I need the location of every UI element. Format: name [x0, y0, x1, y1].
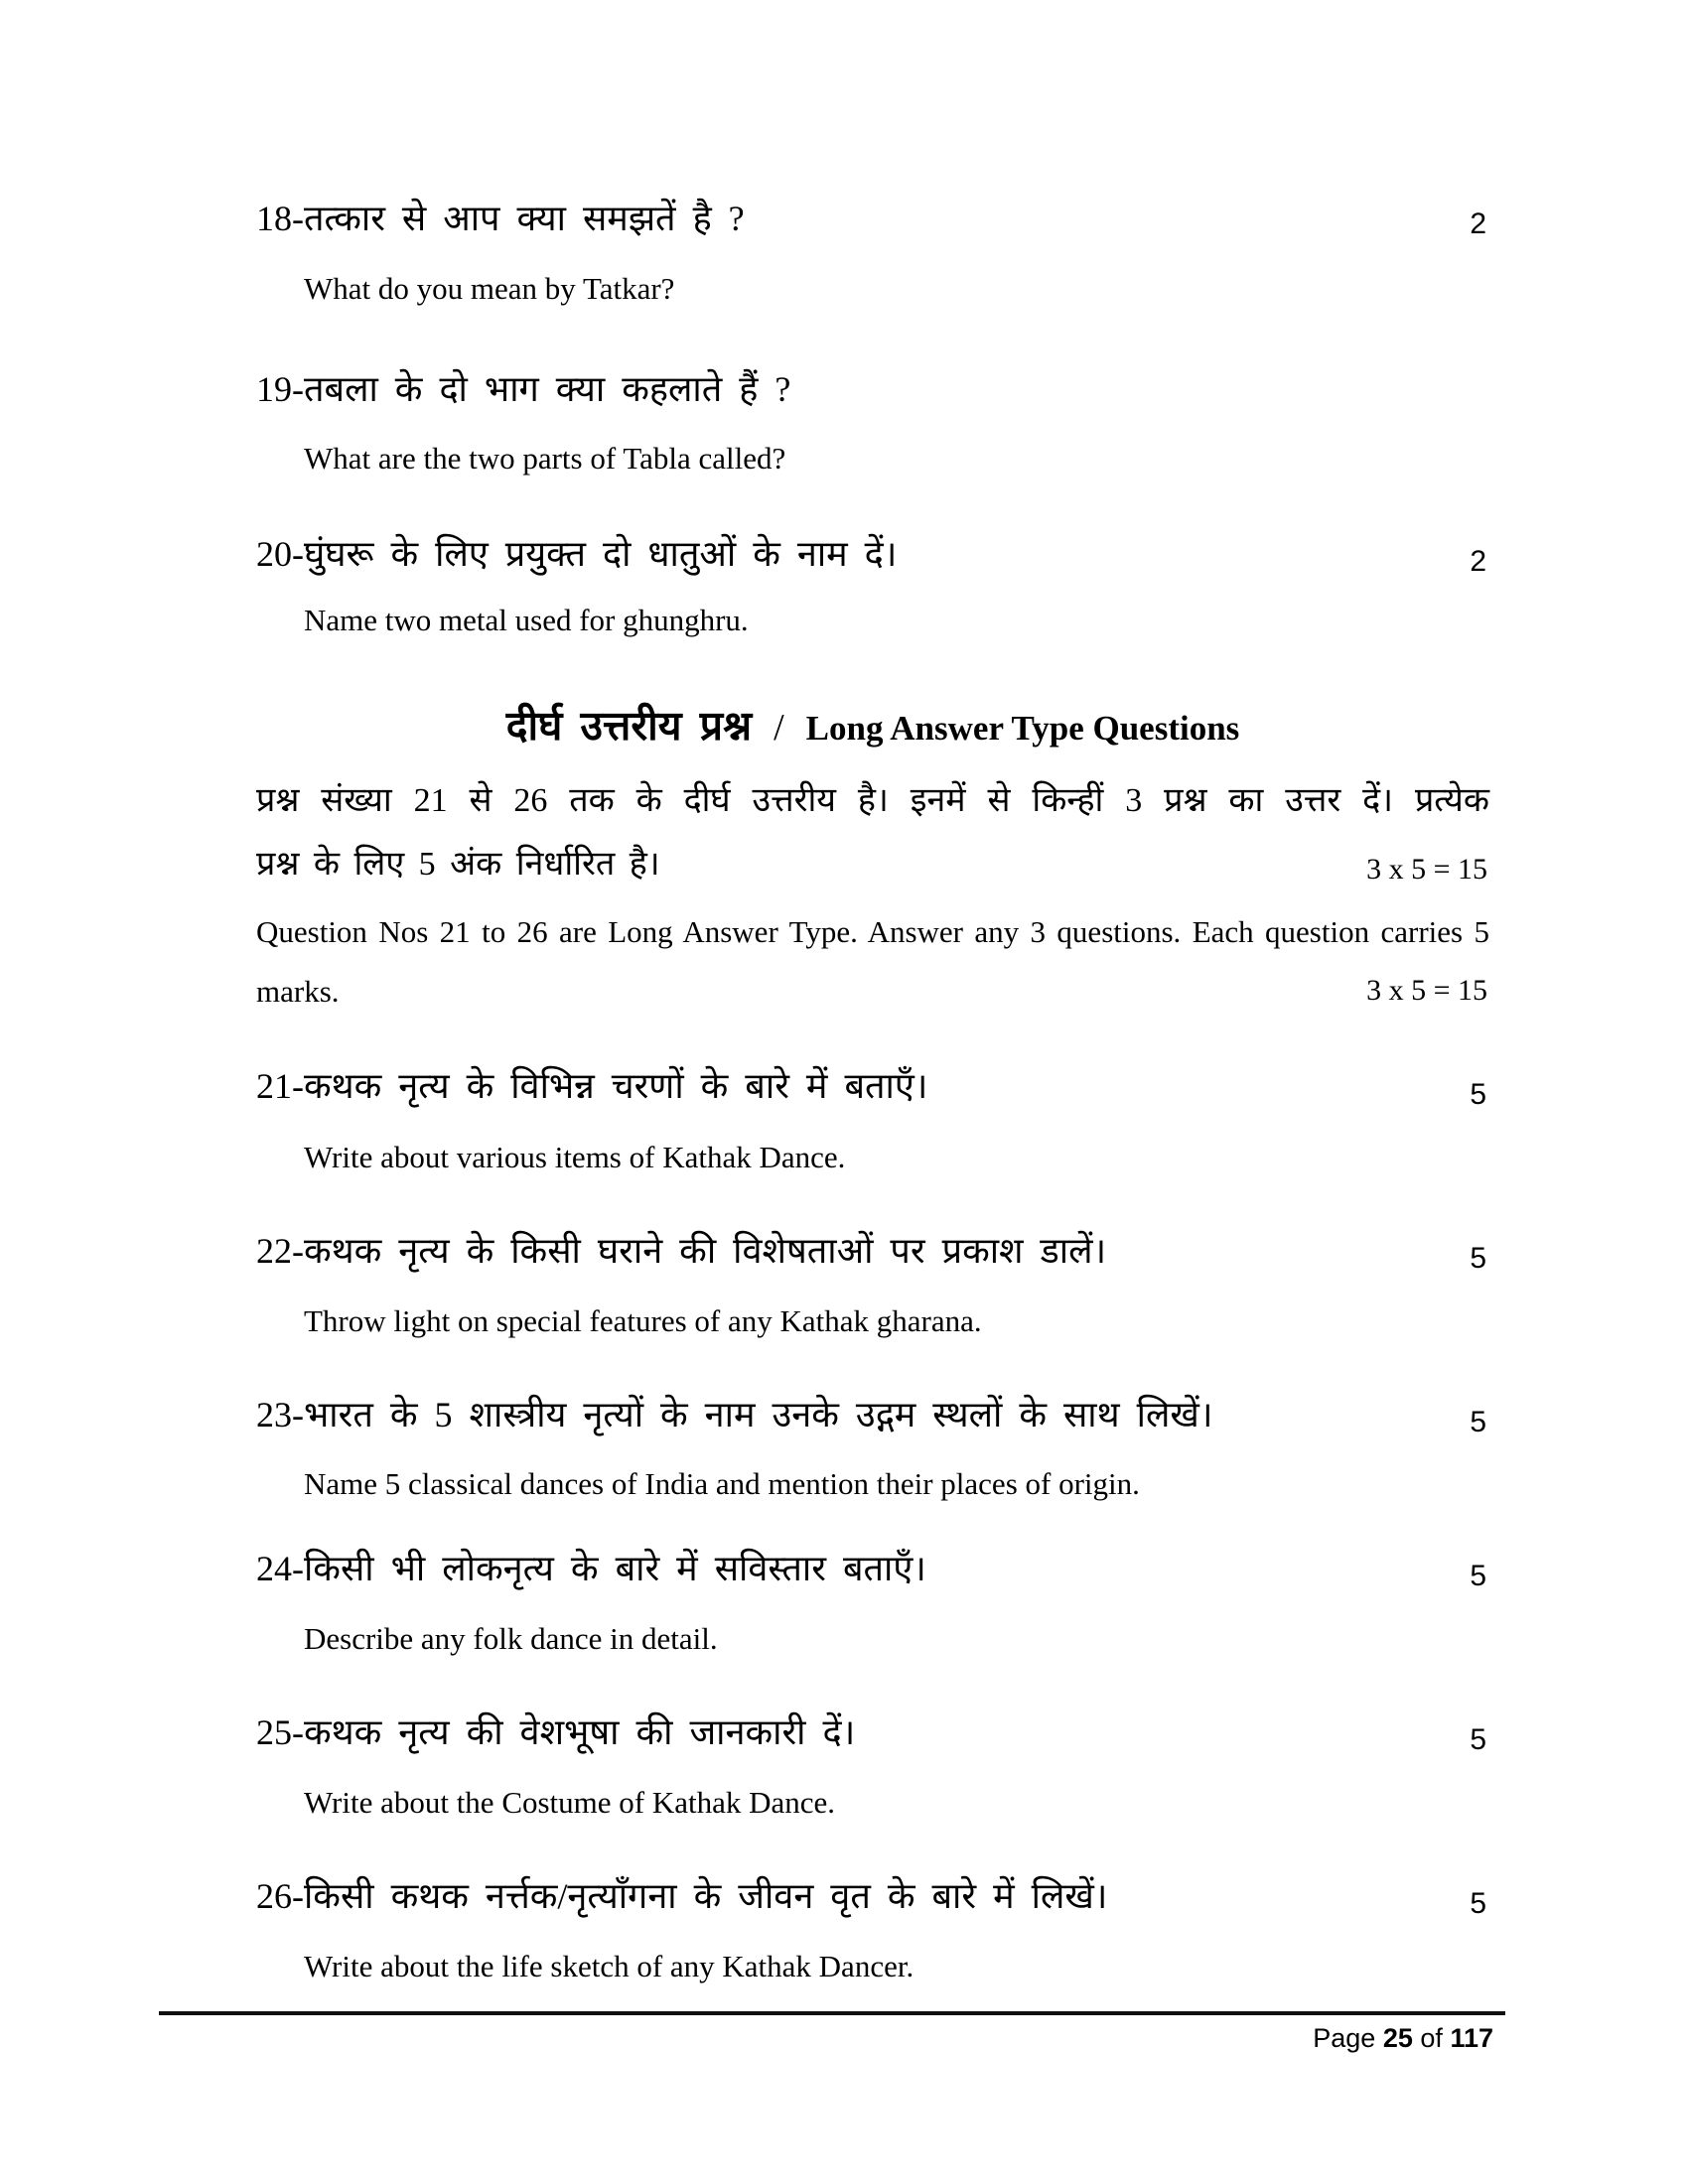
footer-total-pages: 117 [1450, 2023, 1493, 2053]
question-18-marks: 2 [1470, 207, 1486, 240]
question-24-english: Describe any folk dance in detail. [304, 1621, 718, 1656]
marks-scheme-english: 3 x 5 = 15 [1366, 974, 1487, 1007]
question-22-english: Throw light on special features of any Kathak gharana. [304, 1303, 982, 1338]
section-heading-separator: / [774, 707, 784, 749]
question-18-hindi: 18-तत्कार से आप क्या समझतें है ? [256, 199, 745, 238]
question-22-hindi: 22-कथक नृत्य के किसी घराने की विशेषताओं पर प्रकाश डालें। [256, 1231, 1107, 1271]
footer-page-label: Page [1313, 2023, 1376, 2053]
page-number-indicator [1313, 2023, 1493, 2054]
question-26-hindi: 26-किसी कथक नर्त्तक/नृत्याँगना के जीवन वृत के बारे में लिखें। [256, 1876, 1108, 1916]
question-20-hindi: 20-घुंघरू के लिए प्रयुक्त दो धातुओं के नाम दें। [256, 534, 898, 574]
section-heading-english: Long Answer Type Questions [805, 709, 1240, 748]
instructions-english-line1: Question Nos 21 to 26 are Long Answer Type. Answer any 3 questions. Each question carries 5 [256, 914, 1489, 949]
question-21-english: Write about various items of Kathak Dance. [304, 1140, 846, 1174]
instructions-hindi-line2: प्रश्न के लिए 5 अंक निर्धारित है। [256, 846, 660, 883]
footer-divider [159, 2011, 1505, 2015]
question-23-hindi: 23-भारत के 5 शास्त्रीय नृत्यों के नाम उनके उद्गम स्थलों के साथ लिखें। [256, 1395, 1213, 1434]
question-24-hindi: 24-किसी भी लोकनृत्य के बारे में सविस्तार बताएँ। [256, 1549, 926, 1588]
question-25-marks: 5 [1470, 1723, 1486, 1756]
instructions-english-line2: marks. [256, 974, 340, 1009]
question-21-marks: 5 [1470, 1078, 1486, 1111]
question-23-marks: 5 [1470, 1406, 1486, 1438]
footer-current-page: 25 [1382, 2023, 1413, 2053]
instructions-hindi-line1: प्रश्न संख्या 21 से 26 तक के दीर्घ उत्तरीय है। इनमें से किन्हीं 3 प्रश्न का उत्तर दें। प्रत्येक [256, 782, 1489, 819]
section-heading [256, 697, 1489, 752]
question-18-english: What do you mean by Tatkar? [304, 271, 675, 306]
question-25-hindi: 25-कथक नृत्य की वेशभूषा की जानकारी दें। [256, 1712, 856, 1752]
question-20-marks: 2 [1470, 545, 1486, 578]
footer-of-label: of [1420, 2023, 1443, 2053]
question-20-english: Name two metal used for ghunghru. [304, 603, 749, 637]
question-22-marks: 5 [1470, 1242, 1486, 1275]
question-26-english: Write about the life sketch of any Kathak Dancer. [304, 1949, 914, 1983]
marks-scheme-hindi: 3 x 5 = 15 [1366, 853, 1487, 886]
question-23-english: Name 5 classical dances of India and mention their places of origin. [304, 1466, 1140, 1501]
question-26-marks: 5 [1470, 1887, 1486, 1920]
question-24-marks: 5 [1470, 1560, 1486, 1592]
question-21-hindi: 21-कथक नृत्य के विभिन्न चरणों के बारे में बताएँ। [256, 1066, 928, 1106]
section-heading-hindi: दीर्घ उत्तरीय प्रश्न [505, 703, 753, 749]
question-19-english: What are the two parts of Tabla called? [304, 441, 786, 476]
question-19-hindi: 19-तबला के दो भाग क्या कहलाते हैं ? [256, 369, 791, 409]
question-25-english: Write about the Costume of Kathak Dance. [304, 1785, 836, 1820]
